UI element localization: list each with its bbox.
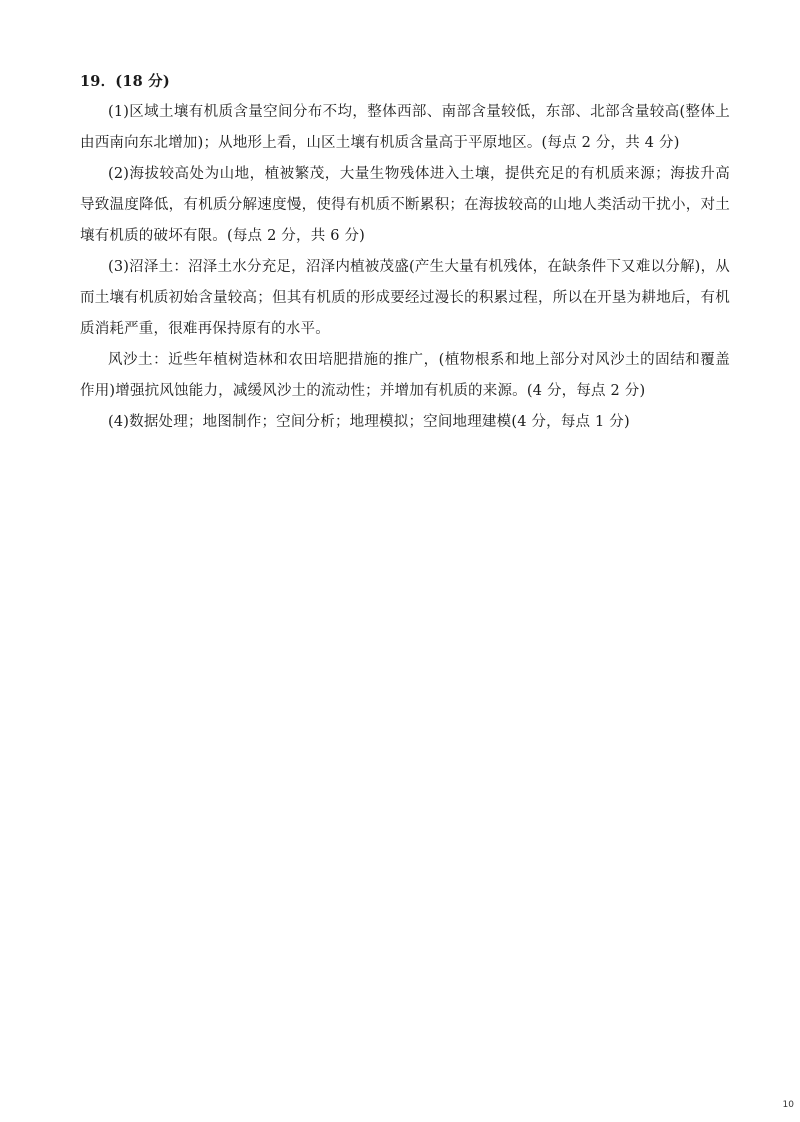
- answer-part-2: (2)海拔较高处为山地，植被繁茂，大量生物残体进入土壤，提供充足的有机质来源；海拔升高导致温度降低，有机质分解速度慢，使得有机质不断累积；在海拔较高的山地人类活动干扰小，对土壤有机质的破坏有限。(每点 2 分，共 6 分): [80, 166, 730, 244]
- answer-part-3-aeolian-soil: 风沙土：近些年植树造林和农田培肥措施的推广，(植物根系和地上部分对风沙土的固结和覆盖作用)增强抗风蚀能力，减缓风沙土的流动性；并增加有机质的来源。(4 分，每点 2 分): [80, 352, 730, 399]
- answer-part-4: (4)数据处理；地图制作；空间分析；地理模拟；空间地理建模(4 分，每点 1 分): [108, 414, 630, 430]
- page-number: 10: [782, 1100, 794, 1110]
- question-title: 19．(18 分): [80, 73, 170, 90]
- answer-content: [80, 66, 730, 438]
- answer-part-1: (1)区域土壤有机质含量空间分布不均，整体西部、南部含量较低，东部、北部含量较高(整体上由西南向东北增加)；从地形上看，山区土壤有机质含量高于平原地区。(每点 2 分，共 4 分): [80, 104, 730, 151]
- answer-part-3-swamp-soil: (3)沼泽土：沼泽土水分充足，沼泽内植被茂盛(产生大量有机残体，在缺条件下又难以分解)，从而土壤有机质初始含量较高；但其有机质的形成要经过漫长的积累过程，所以在开垦为耕地后，有机质消耗严重，很难再保持原有的水平。: [80, 259, 730, 337]
